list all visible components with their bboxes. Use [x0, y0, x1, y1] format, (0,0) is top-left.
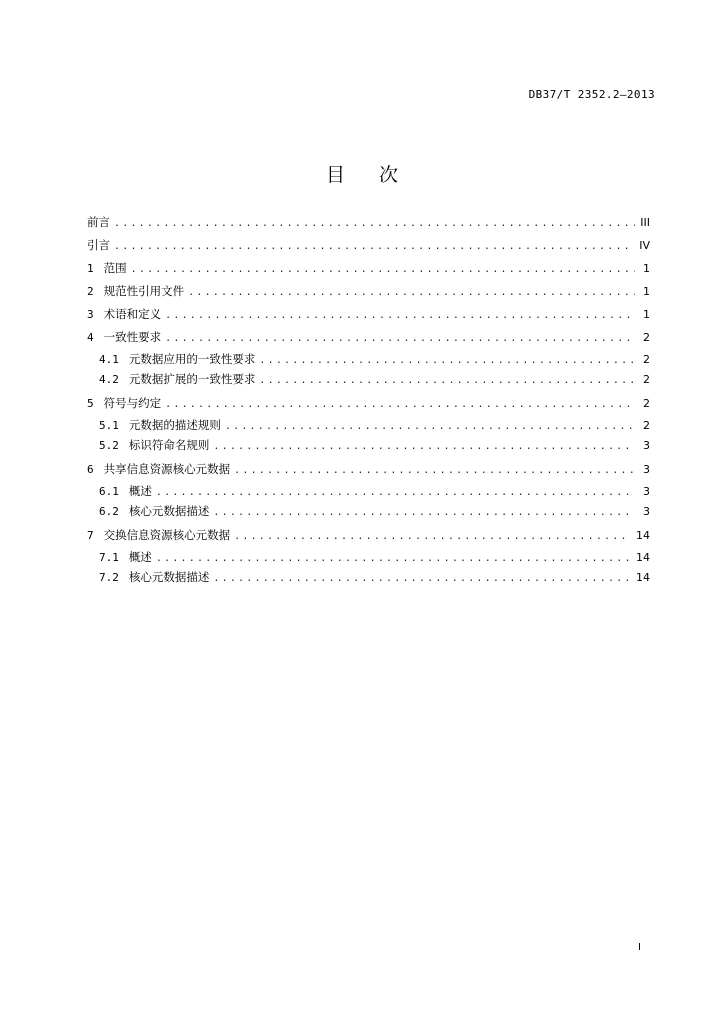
- toc-entry-number: 4.1: [99, 353, 119, 366]
- toc-entry-page: 3: [643, 505, 650, 518]
- toc-entry-label: 引言: [87, 238, 110, 252]
- toc-leader-dots: [188, 281, 635, 304]
- toc-entry-page: 14: [636, 571, 650, 584]
- toc-entry[interactable]: [87, 326, 650, 349]
- toc-entry-label: 元数据扩展的一致性要求: [128, 372, 256, 386]
- toc-entry-number: 7.1: [99, 551, 119, 564]
- toc-entry-page: 1: [643, 285, 650, 298]
- toc-entry[interactable]: [87, 481, 650, 501]
- toc-leader-dots: [165, 327, 635, 350]
- toc-entry-number: 3: [87, 308, 94, 321]
- toc-leader-dots: [225, 417, 635, 437]
- toc-entry-label: 核心元数据描述: [128, 504, 210, 518]
- toc-entry-page: 2: [643, 419, 650, 432]
- toc-entry-label: 概述: [128, 550, 152, 564]
- toc-entry-number: 5.1: [99, 419, 119, 432]
- toc-entry-page: 2: [643, 331, 650, 344]
- toc-leader-dots: [234, 459, 635, 482]
- toc-entry-number: 6.2: [99, 505, 119, 518]
- toc-entry-page: 1: [643, 262, 650, 275]
- toc-entry-label: 一致性要求: [103, 330, 162, 344]
- toc-leader-dots: [213, 503, 635, 523]
- toc-entry-label: 规范性引用文件: [103, 284, 185, 298]
- toc-entry-number: 4.2: [99, 373, 119, 386]
- toc-entry[interactable]: [87, 501, 650, 521]
- toc-entry-number: 5: [87, 397, 94, 410]
- toc-entry[interactable]: [87, 211, 650, 234]
- toc-entry-page: 3: [643, 485, 650, 498]
- toc-entry-page: 2: [643, 373, 650, 386]
- toc-entry-label: 符号与约定: [103, 396, 162, 410]
- toc-entry[interactable]: [87, 567, 650, 587]
- toc-entry[interactable]: [87, 349, 650, 369]
- toc-entry-label: 共享信息资源核心元数据: [103, 462, 231, 476]
- toc-entry[interactable]: [87, 234, 650, 257]
- toc-entry-page: 14: [636, 551, 650, 564]
- toc-entry-label: 术语和定义: [103, 307, 162, 321]
- toc-entry-number: 1: [87, 262, 94, 275]
- toc-entry-page: 3: [643, 463, 650, 476]
- page-number: I: [638, 942, 641, 953]
- toc-entry-label: 元数据应用的一致性要求: [128, 352, 256, 366]
- toc-entry-page: 2: [643, 397, 650, 410]
- toc-entry[interactable]: [87, 257, 650, 280]
- toc-leader-dots: [234, 525, 631, 548]
- toc-entry-label: 核心元数据描述: [128, 570, 210, 584]
- toc-title: 目次: [325, 164, 432, 186]
- toc-entry[interactable]: [87, 415, 650, 435]
- toc-entry[interactable]: [87, 458, 650, 481]
- toc-entry-page: III: [640, 216, 650, 229]
- toc-entry-page: 3: [643, 439, 650, 452]
- toc-entry-label: 标识符命名规则: [128, 438, 210, 452]
- toc-entry-label: 概述: [128, 484, 152, 498]
- toc-entry-page: 14: [636, 529, 650, 542]
- toc-leader-dots: [213, 569, 631, 589]
- toc-entry-label: 元数据的描述规则: [128, 418, 221, 432]
- toc-entry-label: 前言: [87, 215, 110, 229]
- toc-leader-dots: [259, 371, 635, 391]
- toc-leader-dots: [165, 393, 635, 416]
- table-of-contents: [87, 211, 650, 587]
- toc-leader-dots: [131, 258, 635, 281]
- toc-leader-dots: [213, 437, 635, 457]
- toc-entry-number: 7: [87, 529, 94, 542]
- toc-entry[interactable]: [87, 369, 650, 389]
- toc-entry[interactable]: [87, 280, 650, 303]
- toc-entry-page: 2: [643, 353, 650, 366]
- toc-entry[interactable]: [87, 392, 650, 415]
- toc-entry-page: IV: [639, 239, 650, 252]
- toc-entry-number: 4: [87, 331, 94, 344]
- toc-entry-number: 6: [87, 463, 94, 476]
- toc-entry-number: 2: [87, 285, 94, 298]
- toc-entry[interactable]: [87, 303, 650, 326]
- toc-entry-number: 5.2: [99, 439, 119, 452]
- toc-entry-label: 范围: [103, 261, 127, 275]
- toc-leader-dots: [259, 351, 635, 371]
- toc-entry-page: 1: [643, 308, 650, 321]
- toc-leader-dots: [156, 483, 635, 503]
- toc-entry-label: 交换信息资源核心元数据: [103, 528, 231, 542]
- toc-entry[interactable]: [87, 547, 650, 567]
- toc-leader-dots: [114, 235, 634, 258]
- toc-entry[interactable]: [87, 435, 650, 455]
- toc-entry[interactable]: [87, 524, 650, 547]
- toc-entry-number: 7.2: [99, 571, 119, 584]
- toc-entry-number: 6.1: [99, 485, 119, 498]
- document-code: DB37/T 2352.2—2013: [528, 88, 655, 101]
- toc-leader-dots: [114, 212, 635, 235]
- toc-leader-dots: [156, 549, 631, 569]
- toc-leader-dots: [165, 304, 635, 327]
